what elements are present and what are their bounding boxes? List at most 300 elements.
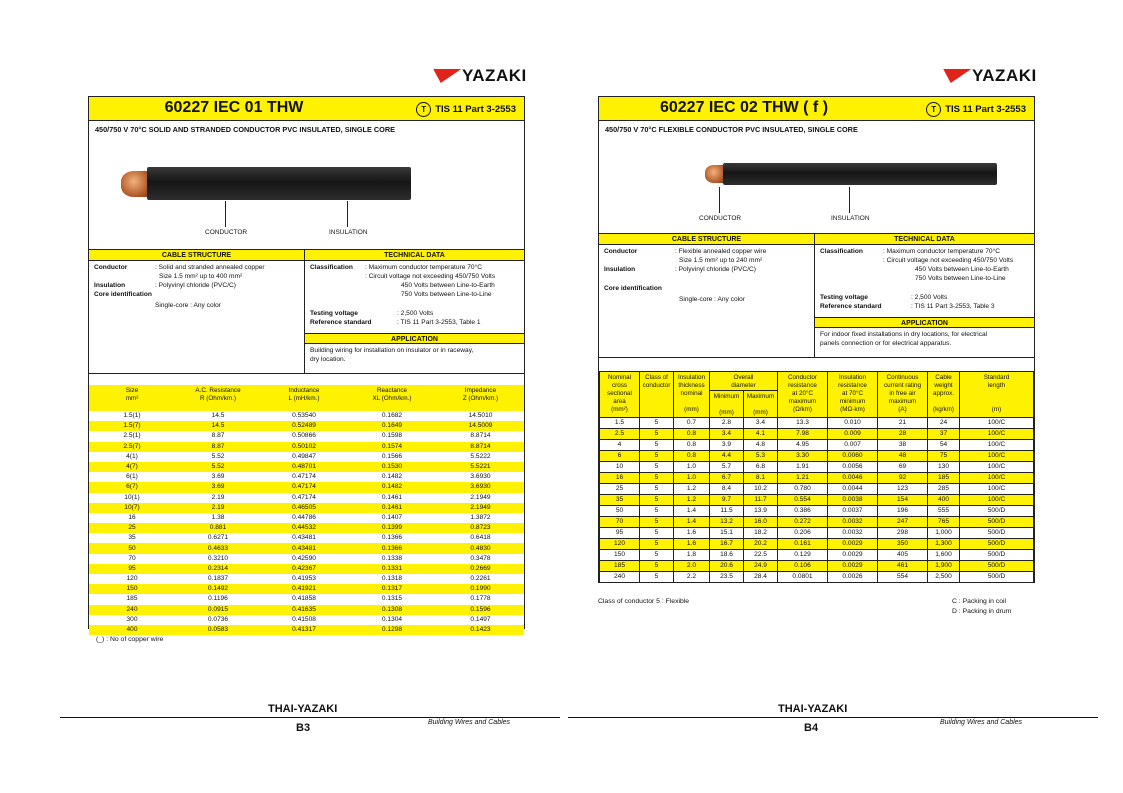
table-cell: 0.1598: [381, 432, 403, 440]
table-cell: 92: [878, 473, 928, 484]
yazaki-logo-icon: [427, 69, 462, 83]
table-cell: 0.50102: [261, 442, 347, 452]
cable-illustration: [599, 139, 1034, 233]
table-cell: 0.42590: [292, 554, 316, 562]
product-title: 60227 IEC 01 THW: [164, 99, 304, 116]
table-cell: 0.52489: [261, 421, 347, 431]
table-row: [600, 506, 1034, 517]
table-cell: 0.386: [778, 506, 828, 517]
col-size: Size mm²: [89, 385, 175, 411]
table-cell: 16: [600, 473, 640, 484]
page-b3: [0, 0, 561, 793]
application-heading: APPLICATION: [815, 317, 1034, 328]
table-row: [600, 473, 1034, 484]
table-cell: 3.6930: [437, 482, 524, 492]
col-conductor-resistance: Conductor resistance at 20°C maximum (Ω/km): [778, 372, 828, 418]
datasheet-01-thw: [88, 96, 525, 634]
table-cell: 0.43481: [261, 543, 347, 553]
table-cell: 0.0046: [828, 473, 878, 484]
table-cell: 0.1482: [381, 473, 403, 481]
table-cell: 100/C: [960, 440, 1034, 451]
table-cell: 1.5(1): [123, 412, 141, 420]
table-cell: 4.95: [778, 440, 828, 451]
technical-data: TECHNICAL DATA Classification : Maximum conductor temperature 70°C : Circuit voltage not exceeding 450/750 Volts 450 Volts between Line-to-Earth 750 Volts between Line-to-Line Testing voltage : 2,500 Volts Reference standard : TIS 11 Part 3-2553, Table 1 APPLICATION Building wiring for installation on insulator or in raceway, dry location.: [305, 250, 524, 373]
table-cell: 95: [600, 528, 640, 539]
table-cell: 0.0060: [828, 451, 878, 462]
table-cell: 0.0044: [828, 484, 878, 495]
table-cell: 13.3: [778, 418, 828, 429]
table-cell: 0.0915: [175, 605, 261, 615]
table-cell: 555: [928, 506, 960, 517]
table-cell: 3.69: [211, 473, 225, 481]
table-cell: 6: [600, 451, 640, 462]
table-cell: 1,900: [928, 561, 960, 572]
table-cell: 0.49847: [292, 452, 316, 460]
table-cell: 4(1): [126, 452, 138, 460]
table-cell: 2.1949: [470, 493, 491, 501]
table-cell: 0.8: [674, 440, 710, 451]
application-heading: APPLICATION: [305, 333, 524, 344]
datasheet-02-thw-f: [598, 96, 1035, 583]
table-cell: 100/C: [960, 462, 1034, 473]
table-cell: 1.91: [778, 462, 828, 473]
table-cell: 0.8: [674, 451, 710, 462]
table-cell: 0.1990: [437, 584, 524, 594]
table-cell: 1.38: [211, 513, 225, 521]
table-cell: 3.4: [744, 418, 778, 429]
title-bar: [89, 97, 524, 121]
table-cell: 35: [128, 534, 136, 542]
table-cell: 196: [878, 506, 928, 517]
table-cell: 10(7): [89, 503, 175, 513]
table-cell: 3.6930: [470, 473, 491, 481]
table-cell: 100/C: [960, 484, 1034, 495]
table-cell: 5: [640, 528, 674, 539]
table-cell: 95: [89, 564, 175, 574]
table-cell: 0.2314: [175, 564, 261, 574]
table-cell: 400: [89, 625, 175, 635]
table-row: [89, 533, 524, 543]
table-cell: 10: [600, 462, 640, 473]
table-cell: 100/C: [960, 473, 1034, 484]
table-cell: 15.1: [710, 528, 744, 539]
table-row: [89, 472, 524, 482]
table-cell: 50: [600, 506, 640, 517]
table-cell: 405: [878, 550, 928, 561]
table-cell: 500/D: [960, 572, 1034, 583]
table-cell: 0.881: [175, 523, 261, 533]
table-cell: 0.0032: [828, 528, 878, 539]
table-row: [600, 561, 1034, 572]
table-cell: 0.47174: [261, 482, 347, 492]
structure-technical-section: [599, 233, 1034, 357]
table-cell: 5.3: [744, 451, 778, 462]
table-cell: 11.5: [710, 506, 744, 517]
table-cell: 4.8: [744, 440, 778, 451]
table-cell: 1.0: [674, 462, 710, 473]
col-overall-diameter: Overall diameter: [710, 372, 778, 391]
table-cell: 25: [89, 523, 175, 533]
table-cell: 2,500: [928, 572, 960, 583]
yazaki-logo: YAZAKI: [940, 66, 1037, 86]
cable-structure: CABLE STRUCTURE Conductor : Solid and stranded annealed copper Size 1.5 mm² up to 400 mm² Insulation : Polyvinyl chloride (PVC/C) Core identification Single-core : Any color: [89, 250, 305, 373]
structure-technical-section: [89, 249, 524, 373]
table-row: [89, 574, 524, 584]
table-cell: 0.47174: [292, 473, 316, 481]
table-cell: 240: [600, 572, 640, 583]
table-cell: 11.7: [744, 495, 778, 506]
table-cell: 24: [928, 418, 960, 429]
table-cell: 0.1298: [347, 625, 437, 635]
table-cell: 154: [878, 495, 928, 506]
table-cell: 285: [928, 484, 960, 495]
conductor-label: CONDUCTOR: [205, 229, 248, 236]
table-cell: 16.0: [744, 517, 778, 528]
table-cell: 6.8: [744, 462, 778, 473]
table-cell: 50: [89, 543, 175, 553]
table-cell: 10.2: [744, 484, 778, 495]
table-row: [89, 625, 524, 635]
table-cell: 3.9: [710, 440, 744, 451]
table-cell: 0.41635: [261, 605, 347, 615]
table-cell: 5: [640, 495, 674, 506]
footer-company: THAI-YAZAKI: [778, 703, 848, 715]
table-cell: 0.007: [828, 440, 878, 451]
table-cell: 2.1949: [437, 503, 524, 513]
product-title: 60227 IEC 02 THW ( f ): [659, 99, 829, 116]
table-cell: 5: [640, 473, 674, 484]
table-cell: 0.1482: [347, 482, 437, 492]
table-cell: 0.4633: [175, 543, 261, 553]
table-row: [89, 605, 524, 615]
table-cell: 0.43481: [292, 534, 316, 542]
table-cell: 0.554: [778, 495, 828, 506]
table-row: [89, 442, 524, 452]
table-cell: 1.0: [674, 473, 710, 484]
table-cell: 0.1196: [208, 595, 228, 603]
table-cell: 4.4: [710, 451, 744, 462]
table-cell: 1.2: [674, 484, 710, 495]
table-cell: 8.8714: [470, 432, 491, 440]
table-cell: 1,000: [928, 528, 960, 539]
table-cell: 5.5222: [470, 452, 491, 460]
table-row: [89, 564, 524, 574]
table-cell: 0.129: [778, 550, 828, 561]
table-cell: 0.0026: [828, 572, 878, 583]
table-cell: 0.106: [778, 561, 828, 572]
table-cell: 0.1315: [381, 595, 403, 603]
table-row: [600, 517, 1034, 528]
table-cell: 0.8723: [437, 523, 524, 533]
table-row: [89, 411, 524, 421]
title-bar: [599, 97, 1034, 121]
tis-standard-icon: T: [416, 102, 431, 117]
table-cell: 6.7: [710, 473, 744, 484]
table-cell: 1.5(7): [89, 421, 175, 431]
table-cell: 2.5: [600, 429, 640, 440]
table-cell: 28.4: [744, 572, 778, 583]
table-row: [600, 528, 1034, 539]
table-cell: 123: [878, 484, 928, 495]
table-cell: 0.2669: [437, 564, 524, 574]
table-cell: 0.1366: [347, 543, 437, 553]
yazaki-logo-icon: [937, 69, 972, 83]
table-cell: 0.1461: [347, 503, 437, 513]
table-cell: 48: [878, 451, 928, 462]
table-cell: 35: [600, 495, 640, 506]
table-row: [89, 615, 524, 625]
table-cell: 0.0038: [828, 495, 878, 506]
table-cell: 0.009: [828, 429, 878, 440]
col-reactance: Reactance XL (Ohm/km.): [347, 385, 437, 411]
table-cell: 2.19: [175, 503, 261, 513]
table-cell: 0.3210: [207, 554, 229, 562]
electrical-characteristics-table: [89, 385, 524, 635]
technical-data: TECHNICAL DATA Classification : Maximum conductor temperature 70°C : Circuit voltage not exceeding 450/750 Volts 450 Volts between Line-to-Earth 750 Volts between Line-to-Line Testing voltage : 2,500 Volts Reference standard : TIS 11 Part 3-2553, Table 3 APPLICATION For indoor fixed installations in dry locations, for electrical panels connection or for electrical apparatus.: [815, 234, 1034, 357]
table-row: [600, 440, 1034, 451]
yazaki-logo: YAZAKI: [430, 66, 527, 86]
table-cell: 1.6: [674, 528, 710, 539]
col-nominal-area: Nominal cross sectional area (mm²): [600, 372, 640, 418]
table-cell: 0.0801: [778, 572, 828, 583]
table-cell: 1.6: [674, 539, 710, 550]
insulation-image: [147, 167, 411, 200]
table-cell: 5.7: [710, 462, 744, 473]
table-cell: 185: [928, 473, 960, 484]
table-cell: 298: [878, 528, 928, 539]
table-cell: 8.4: [710, 484, 744, 495]
table-cell: 16: [128, 513, 136, 521]
table-row: [600, 495, 1034, 506]
table-cell: 0.0029: [828, 539, 878, 550]
table-cell: 20.6: [710, 561, 744, 572]
table-cell: 1.4: [674, 506, 710, 517]
table-cell: 120: [600, 539, 640, 550]
table-cell: 8.8714: [437, 442, 524, 452]
table-cell: 5: [640, 484, 674, 495]
col-insulation-thickness: Insulation thickness nominal (mm): [674, 372, 710, 418]
table-cell: 1.4: [674, 517, 710, 528]
table-cell: 5: [640, 440, 674, 451]
col-standard-length: Standard length (m): [960, 372, 1034, 418]
table-cell: 3.4: [710, 429, 744, 440]
table-cell: 22.5: [744, 550, 778, 561]
table-cell: 5.52: [175, 462, 261, 472]
table-cell: 100/C: [960, 429, 1034, 440]
tis-standard-icon: T: [926, 102, 941, 117]
table-cell: 8.1: [744, 473, 778, 484]
table-row: [89, 431, 524, 441]
table-row: [600, 429, 1034, 440]
table-cell: 23.5: [710, 572, 744, 583]
table-cell: 0.1399: [347, 523, 437, 533]
table-cell: 0.48701: [261, 462, 347, 472]
technical-data-heading: TECHNICAL DATA: [815, 234, 1034, 245]
table-cell: 0.44786: [292, 513, 316, 521]
table-cell: 1.8: [674, 550, 710, 561]
table-cell: 2.2: [674, 572, 710, 583]
table-cell: 0.47174: [292, 493, 316, 501]
cable-illustration: [89, 139, 524, 249]
table-cell: 5: [640, 572, 674, 583]
table-cell: 54: [928, 440, 960, 451]
table-cell: 6(1): [126, 473, 138, 481]
table-cell: 0.0056: [828, 462, 878, 473]
table-cell: 25: [600, 484, 640, 495]
table-cell: 5: [640, 451, 674, 462]
table-cell: 500/D: [960, 550, 1034, 561]
table-cell: 0.0032: [828, 517, 878, 528]
footer-company: THAI-YAZAKI: [268, 703, 338, 715]
table-cell: 70: [600, 517, 640, 528]
table-cell: 13.9: [744, 506, 778, 517]
table-cell: 8.87: [211, 432, 225, 440]
page-number: B4: [804, 722, 819, 734]
table-cell: 100/C: [960, 451, 1034, 462]
table-row: [600, 572, 1034, 583]
table-cell: 500/D: [960, 506, 1034, 517]
table-cell: 24.9: [744, 561, 778, 572]
col-current-rating: Continuous current rating in free air maximum (A): [878, 372, 928, 418]
table-cell: 0.1574: [347, 442, 437, 452]
col-insulation-resistance: Insulation resistance at 70°C minimum (MΩ-km): [828, 372, 878, 418]
table-cell: 300: [126, 615, 138, 623]
table-cell: 0.0037: [828, 506, 878, 517]
col-weight: Cable weight approx. (kg/km): [928, 372, 960, 418]
table-cell: 0.161: [778, 539, 828, 550]
packing-note-coil: C : Packing in coil: [952, 598, 1007, 605]
table-cell: 0.41953: [292, 575, 316, 583]
table-row: [89, 452, 524, 462]
table-cell: 3.69: [175, 482, 261, 492]
table-cell: 28: [878, 429, 928, 440]
col-ac-resistance: A.C. Resistance R (Ohm/km.): [175, 385, 261, 411]
table-row: [600, 451, 1034, 462]
standard-label: T TIS 11 Part 3-2553: [416, 102, 516, 117]
table-cell: 0.4830: [437, 543, 524, 553]
table-cell: 1,300: [928, 539, 960, 550]
table-cell: 765: [928, 517, 960, 528]
col-class: Class of conductor: [640, 372, 674, 418]
table-cell: 1.3872: [470, 513, 491, 521]
cable-specification-table: [599, 371, 1034, 583]
table-cell: 1,600: [928, 550, 960, 561]
table-cell: 150: [600, 550, 640, 561]
table-cell: 150: [89, 584, 175, 594]
table-cell: 8.87: [175, 442, 261, 452]
table-cell: 5: [640, 506, 674, 517]
table-cell: 0.0736: [207, 615, 229, 623]
table-cell: 4.1: [744, 429, 778, 440]
table-cell: 100/C: [960, 495, 1034, 506]
table-cell: 0.206: [778, 528, 828, 539]
table-cell: 18.2: [744, 528, 778, 539]
table-cell: 0.1837: [207, 575, 229, 583]
table-cell: 5: [640, 550, 674, 561]
table-cell: 461: [878, 561, 928, 572]
table-row: [600, 418, 1034, 429]
table-cell: 2.5(7): [89, 442, 175, 452]
insulation-label: INSULATION: [329, 229, 368, 236]
table-cell: 0.1304: [381, 615, 403, 623]
table-row: [600, 539, 1034, 550]
table-cell: 5: [640, 429, 674, 440]
table-cell: 5: [640, 517, 674, 528]
table-cell: 0.1366: [381, 534, 403, 542]
table-cell: 2.8: [710, 418, 744, 429]
col-diameter-max: Maximum (mm): [744, 391, 778, 418]
table-row: [89, 594, 524, 604]
packing-note-drum: D : Packing in drum: [952, 608, 1012, 615]
table-cell: 70: [128, 554, 136, 562]
col-diameter-min: Minimum (mm): [710, 391, 744, 418]
table-cell: 0.1566: [381, 452, 403, 460]
table-cell: 18.6: [710, 550, 744, 561]
table-cell: 0.1331: [347, 564, 437, 574]
table-row: [600, 462, 1034, 473]
table-row: [89, 421, 524, 431]
class-note: Class of conductor 5 : Flexible: [598, 598, 690, 605]
table-cell: 6(7): [89, 482, 175, 492]
footer-category: Building Wires and Cables: [428, 719, 511, 726]
cable-structure: CABLE STRUCTURE Conductor : Flexible annealed copper wire Size 1.5 mm² up to 240 mm² Insulation : Polyvinyl chloride (PVC/C) Core identification Single-core : Any color: [599, 234, 815, 357]
table-cell: 0.3478: [470, 554, 491, 562]
table-cell: 0.1338: [381, 554, 403, 562]
table-cell: 0.0029: [828, 561, 878, 572]
table-cell: 14.5010: [468, 412, 493, 420]
footer-category: Building Wires and Cables: [940, 719, 1023, 726]
table-cell: 0.6271: [207, 534, 229, 542]
table-cell: 554: [878, 572, 928, 583]
table-cell: 0.1317: [347, 584, 437, 594]
table-cell: 0.44532: [261, 523, 347, 533]
table-cell: 0.46505: [261, 503, 347, 513]
table-row: [600, 550, 1034, 561]
table-row: [600, 484, 1034, 495]
table-cell: 21: [878, 418, 928, 429]
table-cell: 4(7): [89, 462, 175, 472]
table-cell: 350: [878, 539, 928, 550]
table-cell: 0.6418: [470, 534, 491, 542]
table-cell: 0.7: [674, 418, 710, 429]
table-cell: 9.7: [710, 495, 744, 506]
table-cell: 500/D: [960, 539, 1034, 550]
table-cell: 0.1423: [437, 625, 524, 635]
table-cell: 130: [928, 462, 960, 473]
table-cell: 5: [640, 418, 674, 429]
table-cell: 0.50866: [292, 432, 316, 440]
table-cell: 240: [89, 605, 175, 615]
table-cell: 13.2: [710, 517, 744, 528]
table-cell: 2.0: [674, 561, 710, 572]
table-row: [89, 513, 524, 523]
table-row: [89, 584, 524, 594]
table-cell: 14.5: [211, 412, 225, 420]
table-cell: 0.272: [778, 517, 828, 528]
table-cell: 500/D: [960, 517, 1034, 528]
table-cell: 38: [878, 440, 928, 451]
table-cell: 14.5: [175, 421, 261, 431]
table-cell: 100/C: [960, 418, 1034, 429]
table-cell: 0.1461: [381, 493, 403, 501]
table-cell: 7.98: [778, 429, 828, 440]
copper-wire-note: (_) : No of copper wire: [96, 636, 164, 643]
table-cell: 0.8: [674, 429, 710, 440]
table-cell: 0.41858: [292, 595, 316, 603]
table-cell: 400: [928, 495, 960, 506]
standard-label: T TIS 11 Part 3-2553: [926, 102, 1026, 117]
table-cell: 10(1): [124, 493, 140, 501]
